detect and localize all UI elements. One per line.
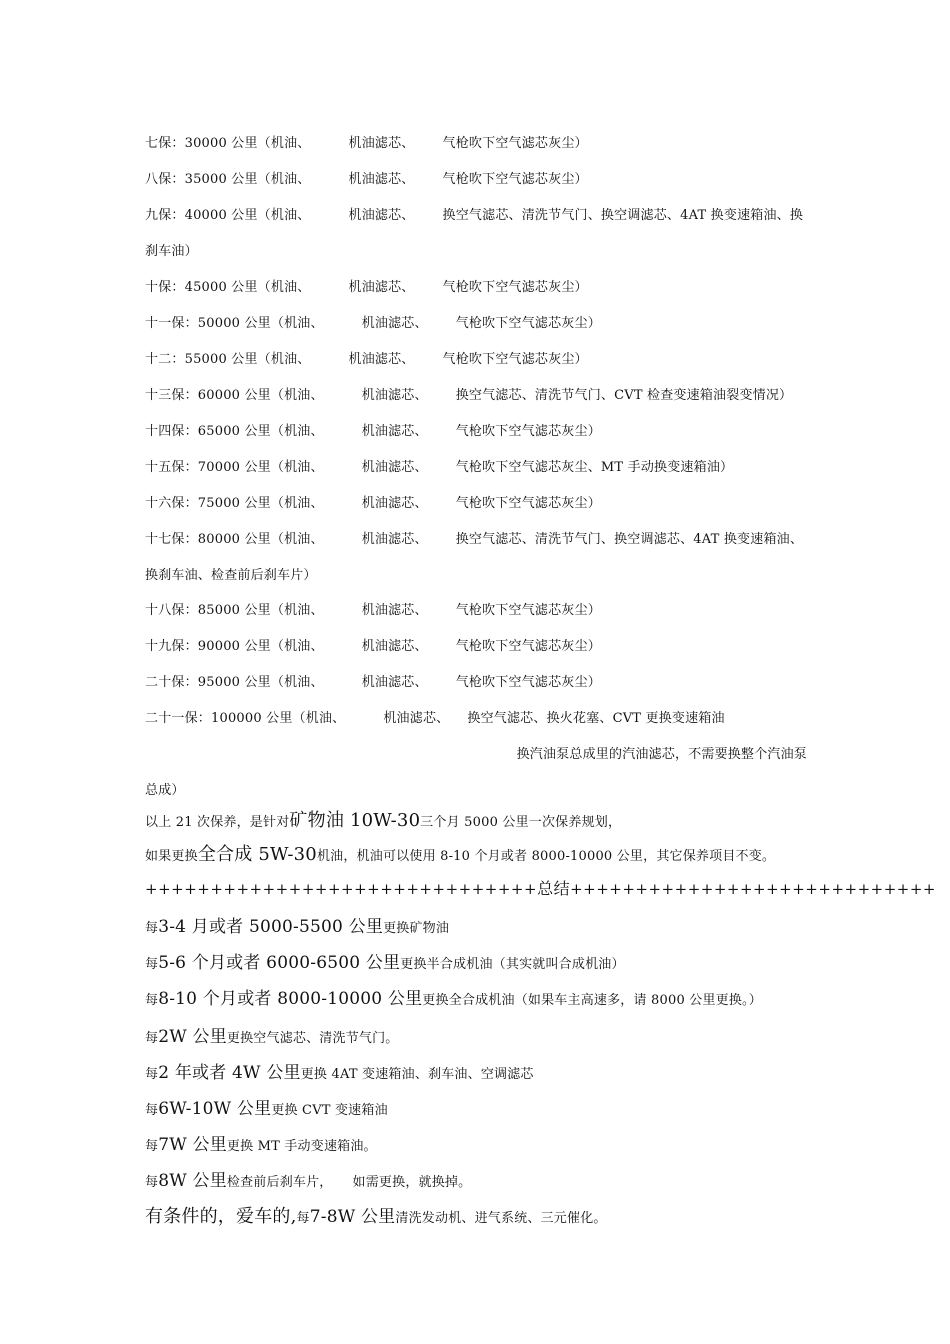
final-recommendation: 有条件的，爱车的,每7-8W 公里清洗发动机、进气系统、三元催化。 bbox=[145, 1206, 607, 1227]
summary-title: 总结 bbox=[537, 879, 571, 898]
maintenance-item: 十四保：65000 公里（机油、 机油滤芯、 气枪吹下空气滤芯灰尘） bbox=[145, 424, 601, 439]
maintenance-item: 十六保：75000 公里（机油、 机油滤芯、 气枪吹下空气滤芯灰尘） bbox=[145, 496, 601, 511]
note-full-synthetic: 如果更换全合成 5W-30机油，机油可以使用 8-10 个月或者 8000-10000 公里，其它保养项目不变。 bbox=[145, 844, 776, 865]
maintenance-item: 二十保：95000 公里（机油、 机油滤芯、 气枪吹下空气滤芯灰尘） bbox=[145, 675, 601, 690]
maintenance-item: 十三保：60000 公里（机油、 机油滤芯、 换空气滤芯、清洗节气门、CVT 检查变速箱油裂变情况） bbox=[145, 388, 793, 403]
maintenance-item: 十一保：50000 公里（机油、 机油滤芯、 气枪吹下空气滤芯灰尘） bbox=[145, 316, 601, 331]
maintenance-item-continuation: 换刹车油、检查前后刹车片） bbox=[145, 568, 317, 583]
maintenance-item: 二十一保：100000 公里（机油、 机油滤芯、 换空气滤芯、换火花塞、CVT 更换变速箱油 bbox=[145, 711, 725, 726]
maintenance-item: 十五保：70000 公里（机油、 机油滤芯、 气枪吹下空气滤芯灰尘、MT 手动换变速箱油） bbox=[145, 460, 734, 475]
maintenance-item: 十二：55000 公里（机油、 机油滤芯、 气枪吹下空气滤芯灰尘） bbox=[145, 352, 588, 367]
summary-divider: ++++++++++++++++++++++++++++++总结++++++++++++++++++++++++++++ bbox=[145, 879, 936, 898]
maintenance-item-continuation: 刹车油） bbox=[145, 244, 198, 259]
maintenance-item: 七保：30000 公里（机油、 机油滤芯、 气枪吹下空气滤芯灰尘） bbox=[145, 136, 588, 151]
schedule-item: 每2W 公里更换空气滤芯、清洗节气门。 bbox=[145, 1027, 399, 1047]
fuel-pump-note: 换汽油泵总成里的汽油滤芯，不需要换整个汽油泵 bbox=[516, 747, 807, 762]
maintenance-item: 九保：40000 公里（机油、 机油滤芯、 换空气滤芯、清洗节气门、换空调滤芯、4AT 换变速箱油、换 bbox=[145, 208, 804, 223]
schedule-item: 每8W 公里检查前后刹车片， 如需更换，就换掉。 bbox=[145, 1171, 472, 1191]
schedule-item: 每6W-10W 公里更换 CVT 变速箱油 bbox=[145, 1099, 388, 1119]
note-mineral-oil: 以上 21 次保养，是针对矿物油 10W-30三个月 5000 公里一次保养规划， bbox=[145, 810, 622, 831]
maintenance-item: 十九保：90000 公里（机油、 机油滤芯、 气枪吹下空气滤芯灰尘） bbox=[145, 639, 601, 654]
schedule-item: 每8-10 个月或者 8000-10000 公里更换全合成机油（如果车主高速多，请 8000 公里更换。） bbox=[145, 989, 762, 1009]
maintenance-item: 十保：45000 公里（机油、 机油滤芯、 气枪吹下空气滤芯灰尘） bbox=[145, 280, 588, 295]
maintenance-item: 十八保：85000 公里（机油、 机油滤芯、 气枪吹下空气滤芯灰尘） bbox=[145, 603, 601, 618]
maintenance-item: 十七保：80000 公里（机油、 机油滤芯、 换空气滤芯、清洗节气门、换空调滤芯、4AT 换变速箱油、 bbox=[145, 532, 804, 547]
schedule-item: 每7W 公里更换 MT 手动变速箱油。 bbox=[145, 1135, 377, 1155]
schedule-item: 每5-6 个月或者 6000-6500 公里更换半合成机油（其实就叫合成机油） bbox=[145, 953, 625, 973]
maintenance-item: 八保：35000 公里（机油、 机油滤芯、 气枪吹下空气滤芯灰尘） bbox=[145, 172, 588, 187]
schedule-item: 每3-4 月或者 5000-5500 公里更换矿物油 bbox=[145, 917, 450, 937]
fuel-pump-note-end: 总成） bbox=[145, 783, 185, 798]
schedule-item: 每2 年或者 4W 公里更换 4AT 变速箱油、刹车油、空调滤芯 bbox=[145, 1063, 534, 1083]
